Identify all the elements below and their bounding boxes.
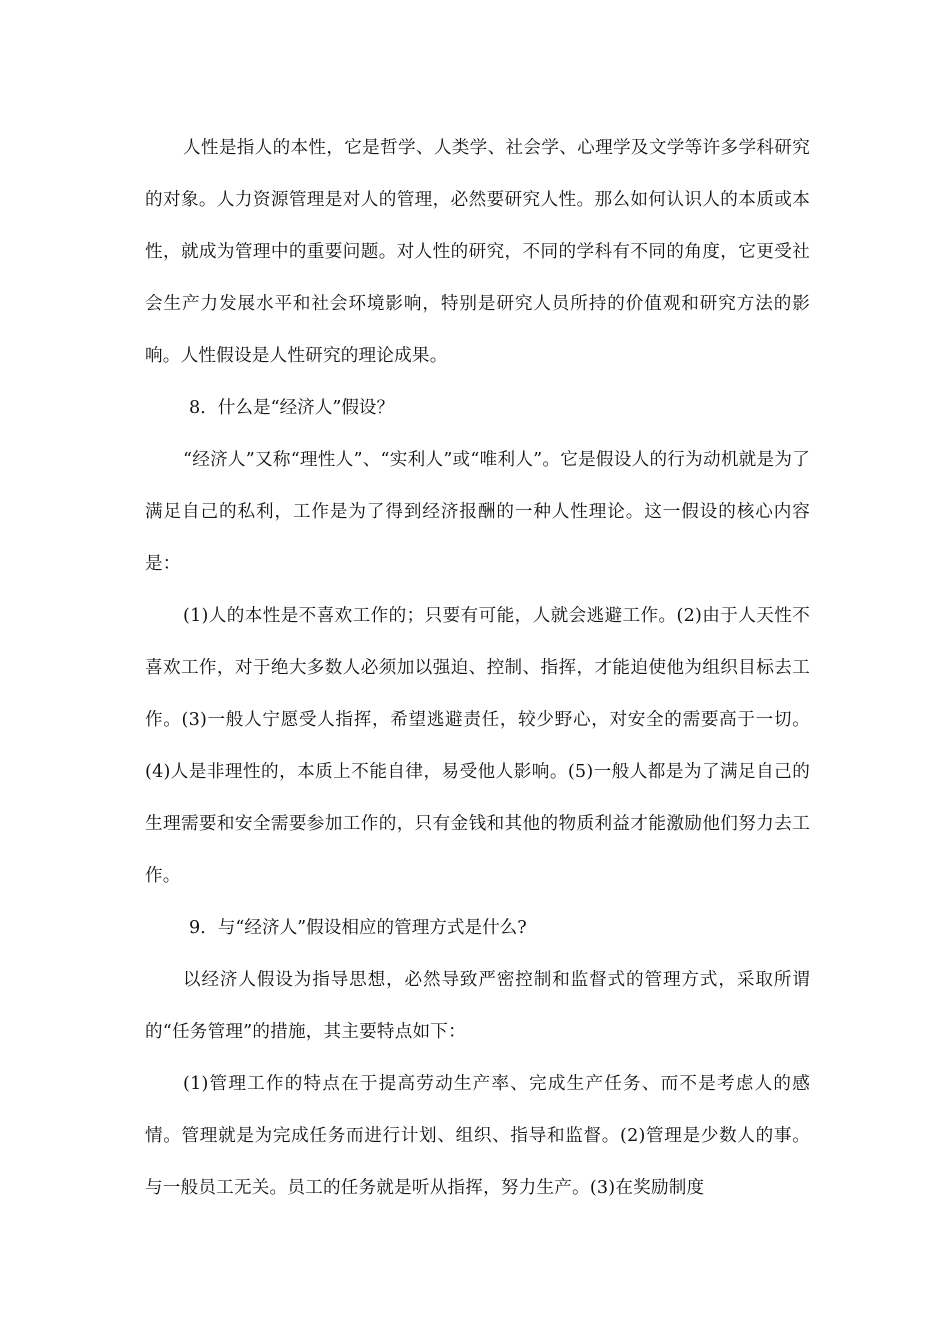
heading-question-8: 8．什么是“经济人”假设？ [189, 398, 395, 418]
paragraph-task-management-intro: 以经济人假设为指导思想，必然导致严密控制和监督式的管理方式，采取所谓的“任务管理”的措施，其主要特点如下： [145, 970, 810, 1042]
paragraph-economic-man-definition: “经济人”又称“理性人”、“实利人”或“唯利人”。它是假设人的行为动机就是为了满足自己的私利，工作是为了得到经济报酬的一种人性理论。这一假设的核心内容是： [145, 450, 810, 574]
document-page [145, 122, 810, 1214]
paragraph-economic-man-points: (1)人的本性是不喜欢工作的；只要有可能，人就会逃避工作。(2)由于人天性不喜欢工作，对于绝大多数人必须加以强迫、控制、指挥，才能迫使他为组织目标去工作。(3)一般人宁愿受人指挥，希望逃避责任，较少野心，对安全的需要高于一切。(4)人是非理性的，本质上不能自律，易受他人影响。(5)一般人都是为了满足自己的生理需要和安全需要参加工作的，只有金钱和其他的物质利益才能激励他们努力去工作。 [145, 606, 810, 886]
paragraph-task-management-points: (1)管理工作的特点在于提高劳动生产率、完成生产任务、而不是考虑人的感情。管理就是为完成任务而进行计划、组织、指导和监督。(2)管理是少数人的事。与一般员工无关。员工的任务就是听从指挥，努力生产。(3)在奖励制度 [145, 1074, 810, 1198]
paragraph-human-nature: 人性是指人的本性，它是哲学、人类学、社会学、心理学及文学等许多学科研究的对象。人力资源管理是对人的管理，必然要研究人性。那么如何认识人的本质或本性，就成为管理中的重要问题。对人性的研究，不同的学科有不同的角度，它更受社会生产力发展水平和社会环境影响，特别是研究人员所持的价值观和研究方法的影响。人性假设是人性研究的理论成果。 [145, 138, 810, 366]
heading-question-9: 9．与“经济人”假设相应的管理方式是什么? [189, 918, 527, 938]
